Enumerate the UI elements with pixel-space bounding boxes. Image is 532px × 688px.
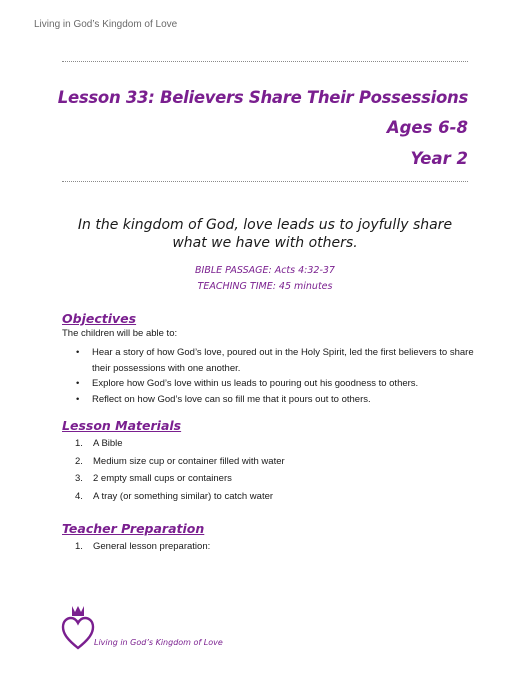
- year-label: Year 2: [410, 149, 468, 168]
- objective-text: Explore how God’s love within us leads to pouring out his goodness to others.: [92, 378, 419, 389]
- objectives-list: [62, 345, 476, 407]
- running-header: Living in God’s Kingdom of Love: [34, 19, 178, 30]
- list-number: 3.: [75, 473, 83, 484]
- list-number: 2.: [75, 455, 83, 467]
- material-text: A tray (or something similar) to catch water: [93, 490, 274, 502]
- bottom-divider: [62, 181, 468, 182]
- list-item: [62, 376, 476, 392]
- lesson-theme: In the kingdom of God, love leads us to joyfully share what we have with others.: [77, 217, 453, 251]
- age-range: Ages 6-8: [386, 118, 468, 137]
- list-number: 1.: [75, 438, 83, 449]
- top-divider: [62, 61, 468, 62]
- preparation-text: General lesson preparation:: [93, 541, 211, 552]
- bullet-icon: •: [76, 378, 80, 389]
- bullet-icon: •: [76, 393, 80, 405]
- bible-passage: BIBLE PASSAGE: Acts 4:32-37: [195, 265, 335, 276]
- objective-text: Hear a story of how God’s love, poured out in the Holy Spirit, led the first believers to share their possessions with one another.: [92, 347, 474, 374]
- materials-heading: Lesson Materials: [62, 418, 182, 433]
- list-item: [62, 392, 476, 408]
- lesson-title: Lesson 33: Believers Share Their Possessions: [57, 88, 468, 107]
- material-text: A Bible: [93, 438, 123, 449]
- objectives-heading: Objectives: [62, 311, 137, 326]
- objective-text: Reflect on how God’s love can so fill me that it pours out to others.: [92, 393, 371, 405]
- list-item: [62, 540, 472, 558]
- materials-list: [62, 437, 472, 507]
- list-item: [62, 345, 476, 376]
- footer-title: Living in God’s Kingdom of Love: [94, 638, 223, 647]
- material-text: 2 empty small cups or containers: [93, 473, 232, 484]
- list-item: [62, 472, 472, 490]
- bullet-icon: •: [76, 347, 80, 358]
- objectives-intro: The children will be able to:: [62, 328, 178, 339]
- list-number: 4.: [75, 490, 83, 502]
- material-text: Medium size cup or container filled with water: [93, 455, 285, 467]
- list-item: [62, 490, 472, 508]
- crown-heart-icon: [60, 604, 96, 652]
- teaching-time: TEACHING TIME: 45 minutes: [197, 281, 333, 292]
- list-number: 1.: [75, 541, 83, 552]
- preparation-heading: Teacher Preparation: [62, 521, 205, 536]
- list-item: [62, 455, 472, 473]
- list-item: [62, 437, 472, 455]
- preparation-list: [62, 540, 472, 558]
